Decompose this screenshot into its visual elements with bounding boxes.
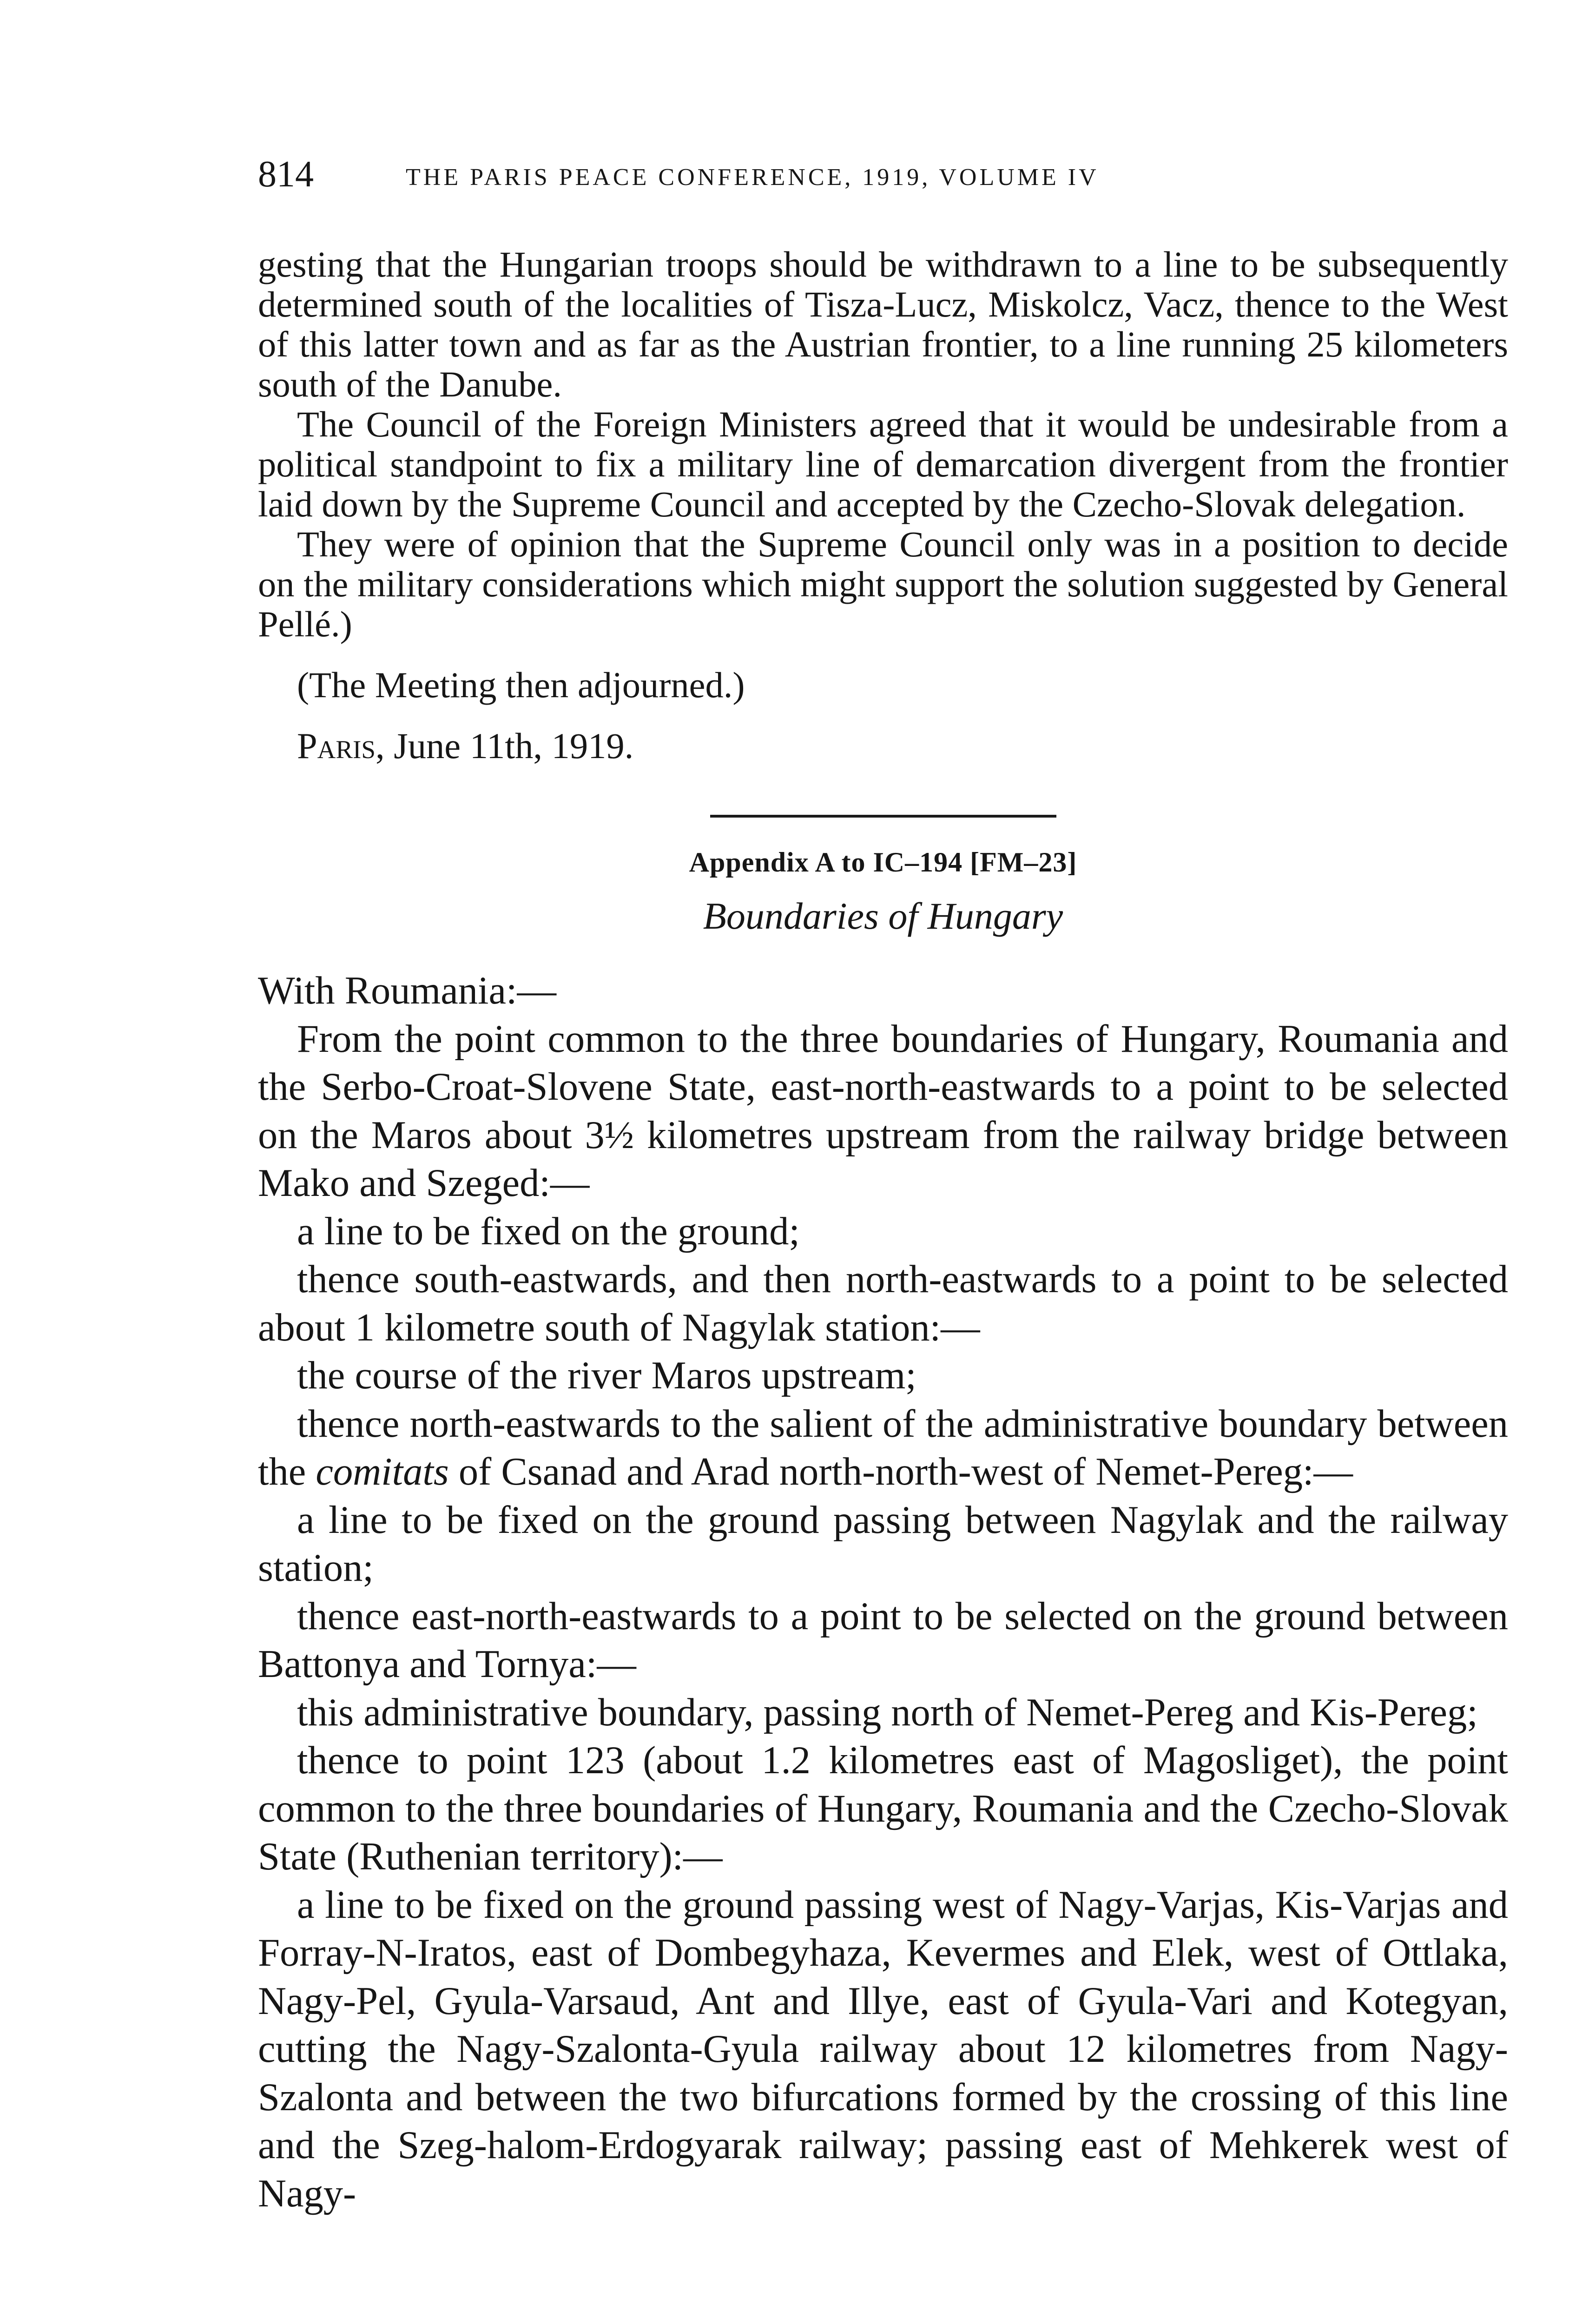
appendix-paragraph-5 [258, 1400, 1508, 1496]
document-page [258, 150, 1508, 2218]
section-divider [710, 815, 1056, 818]
appendix-paragraph-5-end: of Csanad and Arad north-north-west of Nemet-Pereg:— [458, 1450, 1353, 1493]
appendix-heading: With Roumania:— [258, 969, 557, 1012]
minutes-paragraph-2: The Council of the Foreign Ministers agreed that it would be undesirable from a political standpoint to fix a military line of demarcation divergent from the frontier laid down by the Supreme Council and accepted by the Czecho-Slovak delegation. [258, 404, 1508, 524]
appendix-paragraph-6: a line to be fixed on the ground passing between Nagylak and the railway station; [258, 1498, 1508, 1590]
minutes-paragraph-3: They were of opinion that the Supreme Council only was in a position to decide on the military considerations which might support the solution suggested by General Pellé.) [258, 524, 1508, 644]
minutes-text [258, 244, 1508, 644]
place: Paris [297, 726, 376, 766]
appendix-paragraph-7: thence east-north-eastwards to a point to be selected on the ground between Battonya and Tornya:— [258, 1594, 1508, 1686]
appendix-paragraph-1: From the point common to the three boundaries of Hungary, Roumania and the Serbo-Croat-Slovene State, east-north-eastwards to a point to be selected on the Maros about 3½ kilometres upstream from the railway bridge between Mako and Szeged:— [258, 1017, 1508, 1205]
meeting-closing [258, 665, 1508, 766]
place-date-line [297, 726, 1508, 766]
comitats-term: comitats [316, 1450, 449, 1493]
appendix-label: Appendix A to IC–194 [FM–23] [689, 847, 1077, 878]
appendix-paragraph-4: the course of the river Maros upstream; [297, 1354, 916, 1397]
adjourned-note: (The Meeting then adjourned.) [297, 665, 745, 705]
appendix-paragraph-9: thence to point 123 (about 1.2 kilometres east of Magosliget), the point common to the three boundaries of Hungary, Roumania and the Czecho-Slovak State (Ruthenian territory):— [258, 1739, 1508, 1878]
date: , June 11th, 1919. [375, 726, 634, 766]
running-head: THE PARIS PEACE CONFERENCE, 1919, VOLUME IV [406, 164, 1099, 191]
appendix-text [258, 967, 1508, 2218]
appendix-paragraph-5-start: thence north-eastwards to the salient of the administrative boundary between the [258, 1402, 1508, 1493]
appendix-paragraph-10: a line to be fixed on the ground passing west of Nagy-Varjas, Kis-Varjas and Forray-N-Iratos, east of Dombegyhaza, Kevermes and Elek, west of Ottlaka, Nagy-Pel, Gyula-Varsaud, Ant and Illye, east of Gyula-Vari and Kotegyan, cutting the Nagy-Szalonta-Gyula railway about 12 kilometres from Nagy-Szalonta and between the two bifurcations formed by the crossing of this line and the Szeg-halom-Erdogyarak railway; passing east of Mehkerek west of Nagy- [258, 1883, 1508, 2215]
minutes-paragraph-1: gesting that the Hungarian troops should be withdrawn to a line to be subsequently determined south of the localities of Tisza-Lucz, Miskolcz, Vacz, thence to the West of this latter town and as far as the Austrian frontier, to a line running 25 kilometers south of the Danube. [258, 244, 1508, 404]
page-header [258, 150, 1508, 196]
page-number: 814 [258, 154, 314, 195]
appendix-paragraph-2: a line to be fixed on the ground; [297, 1209, 800, 1253]
appendix-title: Boundaries of Hungary [703, 895, 1063, 937]
appendix-paragraph-8: this administrative boundary, passing north of Nemet-Pereg and Kis-Pereg; [297, 1690, 1478, 1734]
appendix-paragraph-3: thence south-eastwards, and then north-eastwards to a point to be selected about 1 kilometre south of Nagylak station:— [258, 1258, 1508, 1349]
